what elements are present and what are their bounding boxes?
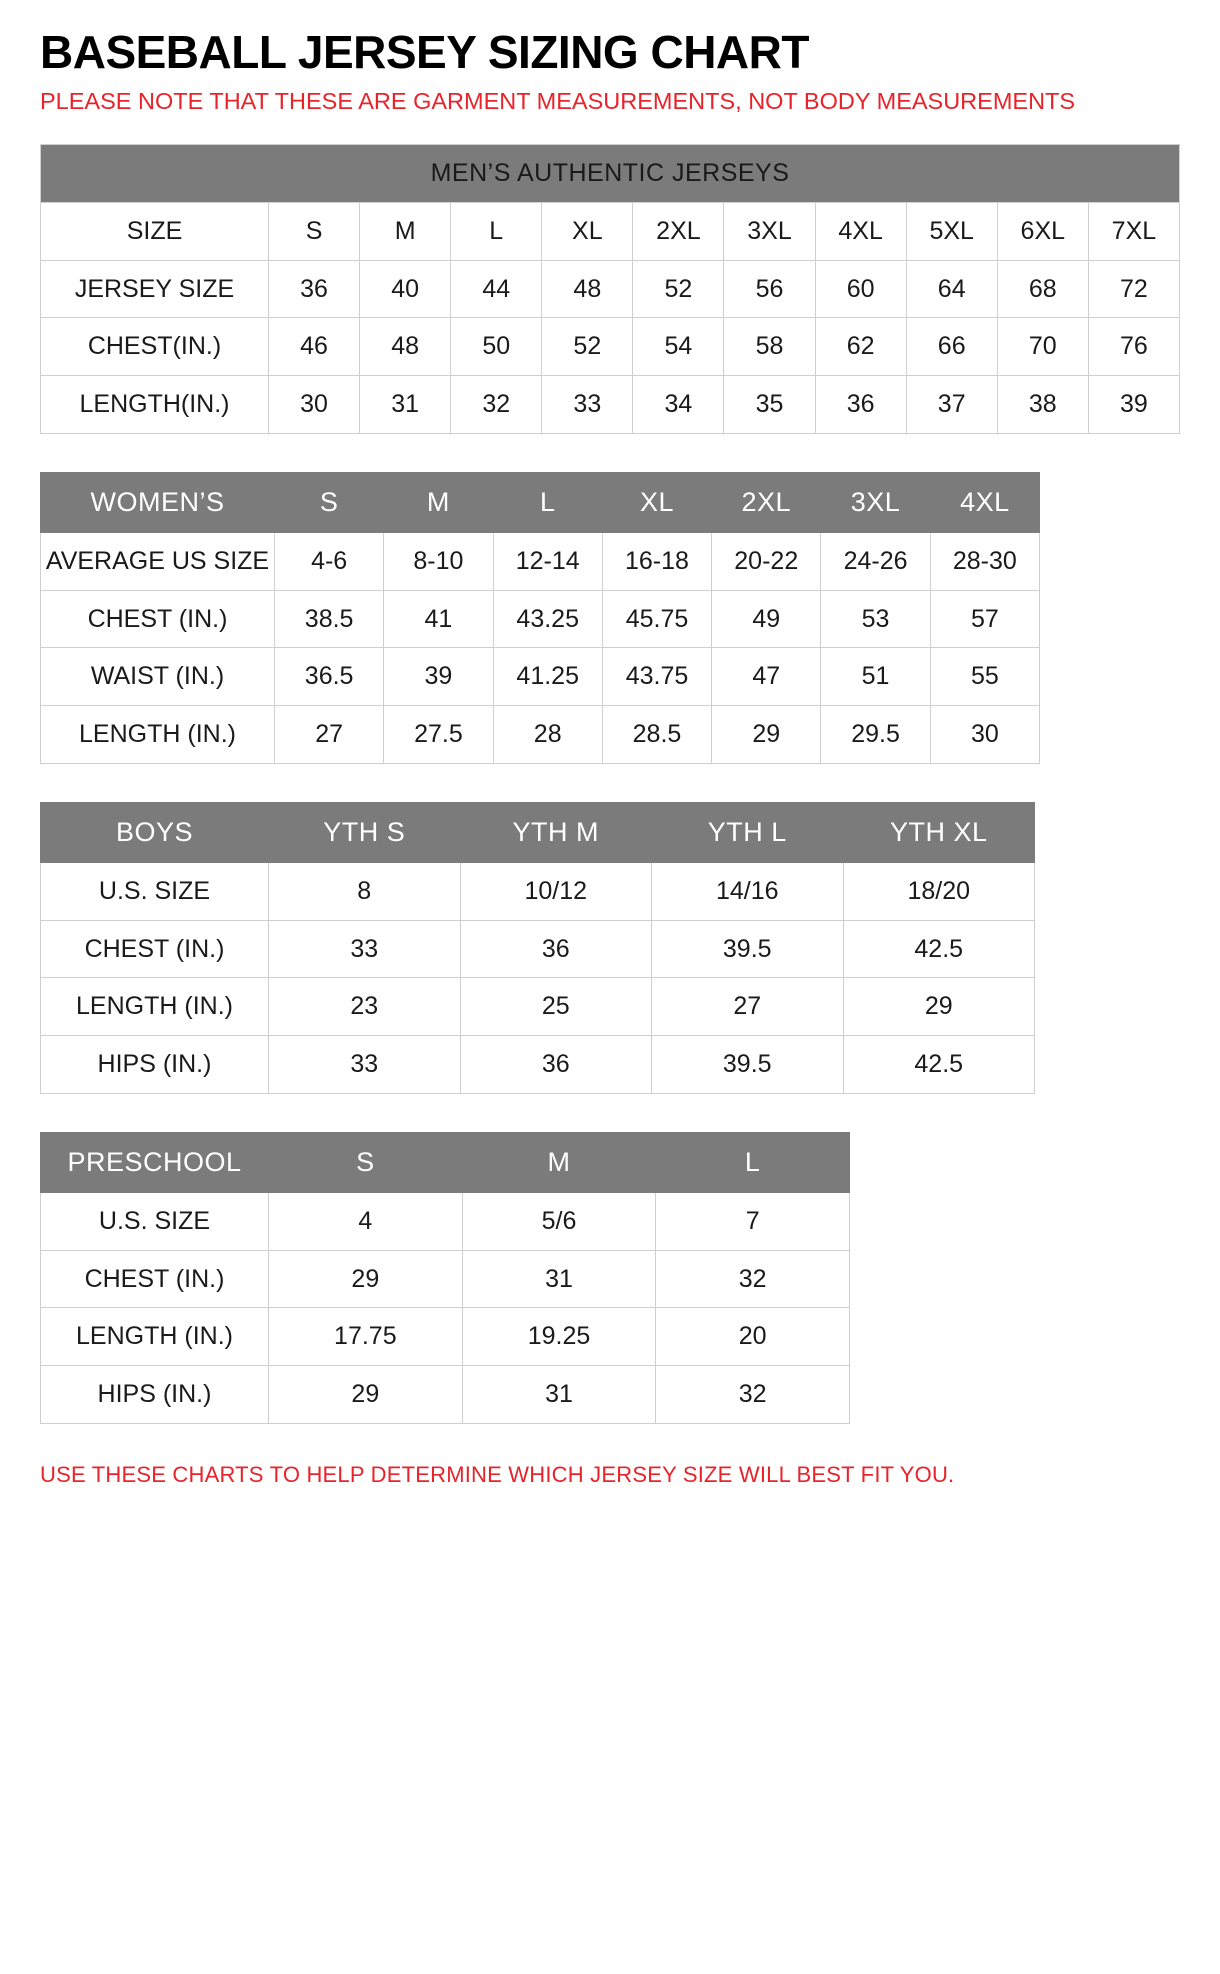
row-label: CHEST (IN.) (41, 920, 269, 978)
cell: 39 (1088, 376, 1179, 434)
cell: 35 (724, 376, 815, 434)
cell: S (269, 202, 360, 260)
cell: 30 (930, 706, 1039, 764)
cell: 36.5 (275, 648, 384, 706)
cell: 5XL (906, 202, 997, 260)
boys-header-label: BOYS (41, 802, 269, 862)
cell: 46 (269, 318, 360, 376)
cell: 29 (269, 1366, 463, 1424)
column-header: S (275, 472, 384, 532)
cell: M (360, 202, 451, 260)
table-row (41, 202, 1180, 260)
cell: 29.5 (821, 706, 930, 764)
cell: 39.5 (652, 1036, 844, 1094)
cell: 20 (656, 1308, 850, 1366)
cell: 28.5 (602, 706, 711, 764)
table-row (41, 1308, 850, 1366)
row-label: LENGTH(IN.) (41, 376, 269, 434)
table-row (41, 648, 1040, 706)
row-label: LENGTH (IN.) (41, 706, 275, 764)
boys-sizing-table (40, 802, 1035, 1094)
table-row (41, 920, 1035, 978)
womens-header-row (41, 472, 1040, 532)
cell: 24-26 (821, 532, 930, 590)
row-label: LENGTH (IN.) (41, 978, 269, 1036)
cell: 17.75 (269, 1308, 463, 1366)
cell: 38 (997, 376, 1088, 434)
cell: 27 (652, 978, 844, 1036)
cell: 2XL (633, 202, 724, 260)
cell: 31 (462, 1250, 656, 1308)
cell: 48 (542, 260, 633, 318)
column-header: XL (602, 472, 711, 532)
row-label: U.S. SIZE (41, 1192, 269, 1250)
cell: 28 (493, 706, 602, 764)
cell: 51 (821, 648, 930, 706)
cell: 60 (815, 260, 906, 318)
cell: 39 (384, 648, 493, 706)
measurement-note: PLEASE NOTE THAT THESE ARE GARMENT MEASUREMENTS, NOT BODY MEASUREMENTS (40, 88, 1076, 115)
cell: 33 (269, 920, 461, 978)
preschool-header-row (41, 1132, 850, 1192)
cell: 4 (269, 1192, 463, 1250)
column-header: M (462, 1132, 656, 1192)
table-row (41, 706, 1040, 764)
cell: 8 (269, 862, 461, 920)
table-row (41, 1192, 850, 1250)
row-label: HIPS (IN.) (41, 1036, 269, 1094)
cell: 58 (724, 318, 815, 376)
cell: 42.5 (843, 920, 1035, 978)
cell: 37 (906, 376, 997, 434)
row-label: CHEST(IN.) (41, 318, 269, 376)
row-label: WAIST (IN.) (41, 648, 275, 706)
cell: 47 (712, 648, 821, 706)
cell: 36 (815, 376, 906, 434)
cell: 41.25 (493, 648, 602, 706)
cell: 48 (360, 318, 451, 376)
cell: 32 (656, 1250, 850, 1308)
cell: 64 (906, 260, 997, 318)
cell: 31 (462, 1366, 656, 1424)
cell: 20-22 (712, 532, 821, 590)
cell: 27 (275, 706, 384, 764)
womens-sizing-table (40, 472, 1040, 764)
cell: 3XL (724, 202, 815, 260)
page-title: BASEBALL JERSEY SIZING CHART (40, 26, 809, 78)
preschool-sizing-table (40, 1132, 850, 1424)
cell: 4-6 (275, 532, 384, 590)
cell: 29 (712, 706, 821, 764)
column-header: 4XL (930, 472, 1039, 532)
cell: 36 (460, 1036, 652, 1094)
row-label: LENGTH (IN.) (41, 1308, 269, 1366)
cell: 28-30 (930, 532, 1039, 590)
cell: 43.25 (493, 590, 602, 648)
column-header: YTH S (269, 802, 461, 862)
cell: 53 (821, 590, 930, 648)
cell: 4XL (815, 202, 906, 260)
cell: 32 (451, 376, 542, 434)
cell: 12-14 (493, 532, 602, 590)
cell: 5/6 (462, 1192, 656, 1250)
cell: 39.5 (652, 920, 844, 978)
mens-band-label: MEN’S AUTHENTIC JERSEYS (41, 145, 1180, 203)
row-label: AVERAGE US SIZE (41, 532, 275, 590)
column-header: 3XL (821, 472, 930, 532)
cell: 36 (460, 920, 652, 978)
table-row (41, 590, 1040, 648)
preschool-header-label: PRESCHOOL (41, 1132, 269, 1192)
cell: 29 (843, 978, 1035, 1036)
cell: 45.75 (602, 590, 711, 648)
footer-note: USE THESE CHARTS TO HELP DETERMINE WHICH JERSEY SIZE WILL BEST FIT YOU. (40, 1461, 955, 1487)
mens-table-band (41, 145, 1180, 203)
row-label: CHEST (IN.) (41, 590, 275, 648)
row-label: JERSEY SIZE (41, 260, 269, 318)
cell: 33 (269, 1036, 461, 1094)
cell: 42.5 (843, 1036, 1035, 1094)
column-header: S (269, 1132, 463, 1192)
cell: 41 (384, 590, 493, 648)
cell: 6XL (997, 202, 1088, 260)
column-header: YTH XL (843, 802, 1035, 862)
cell: 29 (269, 1250, 463, 1308)
row-label: CHEST (IN.) (41, 1250, 269, 1308)
cell: 38.5 (275, 590, 384, 648)
table-row (41, 978, 1035, 1036)
column-header: YTH M (460, 802, 652, 862)
cell: 76 (1088, 318, 1179, 376)
cell: XL (542, 202, 633, 260)
cell: 44 (451, 260, 542, 318)
cell: 43.75 (602, 648, 711, 706)
cell: 7XL (1088, 202, 1179, 260)
column-header: M (384, 472, 493, 532)
cell: 8-10 (384, 532, 493, 590)
cell: 31 (360, 376, 451, 434)
cell: 70 (997, 318, 1088, 376)
table-row (41, 1366, 850, 1424)
row-label: HIPS (IN.) (41, 1366, 269, 1424)
cell: 62 (815, 318, 906, 376)
column-header: L (493, 472, 602, 532)
table-row (41, 862, 1035, 920)
cell: 56 (724, 260, 815, 318)
cell: 52 (633, 260, 724, 318)
table-row (41, 376, 1180, 434)
womens-header-label: WOMEN’S (41, 472, 275, 532)
column-header: YTH L (652, 802, 844, 862)
table-row (41, 1036, 1035, 1094)
cell: 49 (712, 590, 821, 648)
cell: 10/12 (460, 862, 652, 920)
cell: 18/20 (843, 862, 1035, 920)
cell: 68 (997, 260, 1088, 318)
cell: L (451, 202, 542, 260)
cell: 27.5 (384, 706, 493, 764)
cell: 19.25 (462, 1308, 656, 1366)
cell: 40 (360, 260, 451, 318)
cell: 57 (930, 590, 1039, 648)
boys-header-row (41, 802, 1035, 862)
column-header: L (656, 1132, 850, 1192)
cell: 34 (633, 376, 724, 434)
table-row (41, 1250, 850, 1308)
row-label: SIZE (41, 202, 269, 260)
cell: 32 (656, 1366, 850, 1424)
cell: 52 (542, 318, 633, 376)
table-row (41, 318, 1180, 376)
cell: 7 (656, 1192, 850, 1250)
cell: 23 (269, 978, 461, 1036)
column-header: 2XL (712, 472, 821, 532)
cell: 72 (1088, 260, 1179, 318)
cell: 50 (451, 318, 542, 376)
cell: 54 (633, 318, 724, 376)
cell: 66 (906, 318, 997, 376)
row-label: U.S. SIZE (41, 862, 269, 920)
cell: 25 (460, 978, 652, 1036)
cell: 30 (269, 376, 360, 434)
cell: 16-18 (602, 532, 711, 590)
table-row (41, 260, 1180, 318)
mens-sizing-table (40, 144, 1180, 434)
cell: 36 (269, 260, 360, 318)
cell: 33 (542, 376, 633, 434)
cell: 14/16 (652, 862, 844, 920)
cell: 55 (930, 648, 1039, 706)
table-row (41, 532, 1040, 590)
